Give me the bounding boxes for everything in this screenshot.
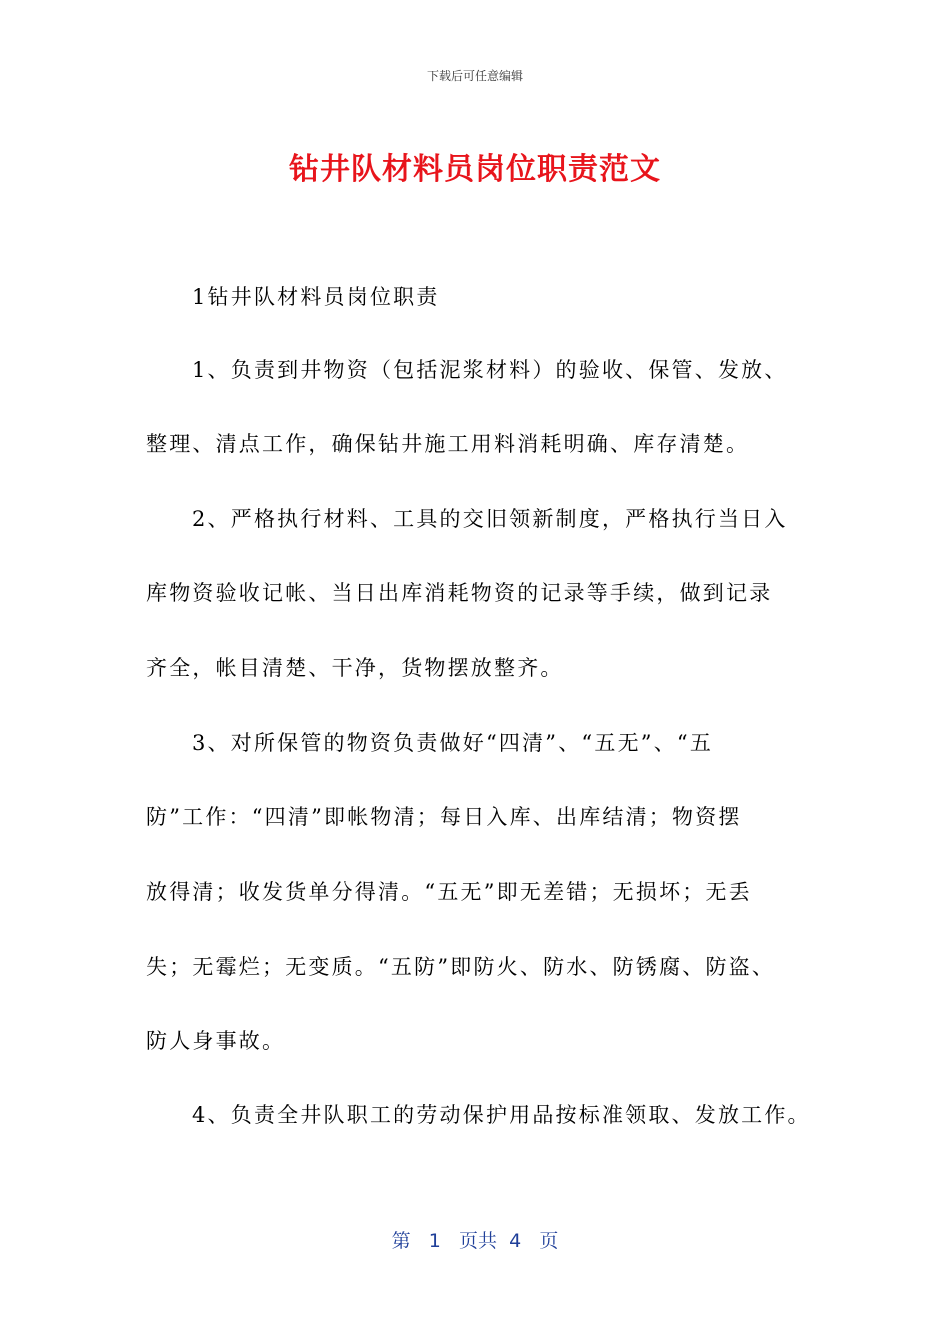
footer-middle: 页共 bbox=[459, 1230, 498, 1252]
current-page-number: 1 bbox=[428, 1230, 441, 1252]
paragraph-line: 失；无霉烂；无变质。“五防”即防火、防水、防锈腐、防盗、 bbox=[146, 955, 776, 979]
page-footer bbox=[0, 1226, 950, 1253]
section-heading: 1钻井队材料员岗位职责 bbox=[192, 285, 440, 309]
paragraph-line: 库物资验收记帐、当日出库消耗物资的记录等手续，做到记录 bbox=[146, 581, 773, 605]
paragraph-line: 防人身事故。 bbox=[146, 1029, 286, 1053]
paragraph-line: 齐全，帐目清楚、干净，货物摆放整齐。 bbox=[146, 656, 564, 680]
paragraph-line: 防”工作：“四清”即帐物清；每日入库、出库结清；物资摆 bbox=[146, 805, 742, 829]
paragraph-line: 整理、清点工作，确保钻井施工用料消耗明确、库存清楚。 bbox=[146, 432, 750, 456]
footer-suffix: 页 bbox=[539, 1230, 559, 1252]
total-page-count: 4 bbox=[509, 1230, 522, 1252]
paragraph-line: 4、负责全井队职工的劳动保护用品按标准领取、发放工作。 bbox=[192, 1103, 811, 1127]
paragraph-line: 放得清；收发货单分得清。“五无”即无差错；无损坏；无丢 bbox=[146, 880, 752, 904]
header-note: 下载后可任意编辑 bbox=[426, 69, 523, 83]
page-title: 钻井队材料员岗位职责范文 bbox=[289, 152, 661, 187]
paragraph-line: 2、严格执行材料、工具的交旧领新制度，严格执行当日入 bbox=[192, 507, 788, 531]
paragraph-line: 1、负责到井物资（包括泥浆材料）的验收、保管、发放、 bbox=[192, 358, 788, 382]
paragraph-line: 3、对所保管的物资负责做好“四清”、“五无”、“五 bbox=[192, 731, 714, 755]
footer-prefix: 第 bbox=[391, 1230, 411, 1252]
